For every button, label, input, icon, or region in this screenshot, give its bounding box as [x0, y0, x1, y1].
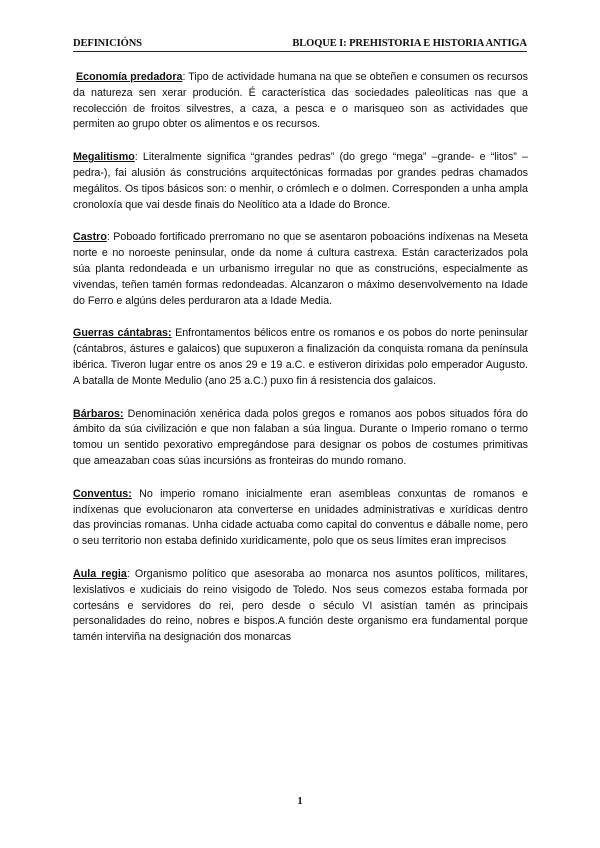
definition-term: Guerras cántabras:	[73, 327, 172, 340]
header-block-title: BLOQUE I: PREHISTORIA E HISTORIA ANTIGA	[292, 38, 527, 49]
term-separator: :	[106, 231, 110, 244]
definition-text: Poboado fortificado prerromano no que se asentaron poboacións indíxenas na Meseta norte e no noroeste peninsular, onde da nome á cultura castrexa. Están caracterizados pola súa planta redondeada e un urbanismo irregular no que as construcións, especialmente as vivendas, teñen tamén formas redondeadas. Alcanzaron o máximo desenvolvemento na Idade do Ferro e algúns deles perduraron ata a Idade Media.	[73, 231, 528, 307]
term-separator: :	[126, 567, 130, 580]
definition-text: Organismo político que asesoraba ao monarca nos asuntos políticos, militares, lexislativos e xudiciais do reino visigodo de Toledo. Nos seus comezos estaba formada por cortesáns e servidores do rei, pero desde o século VI asistían tamén as principais personalidades do reino, nobres e bispos.A función deste organismo era fundamental porque tamén interviña na designación dos monarcas	[73, 567, 528, 644]
definition-term: Bárbaros:	[73, 407, 124, 420]
definition-conventus	[73, 487, 528, 550]
definition-text: No imperio romano inicialmente eran asembleas conxuntas de romanos e indíxenas que evolucionaron ata converterse en unidades administrativas e xurídicas dentro das provincias romanas. Unha cidade actuaba como capital do conventus e dáballe nome, pero o seu territorio non estaba definido xuridicamente, polo que os seus límites eran imprecisos	[73, 487, 528, 548]
page-header	[73, 37, 527, 52]
definition-term: Castro	[73, 231, 107, 244]
definition-term: Megalitismo	[73, 151, 135, 164]
definition-text: Literalmente significa “grandes pedras” (do grego “mega” –grande- e “litos” –pedra-), fai alusión ás construcións arquitectónicas formadas por grandes pedras chamados megálitos. Os tipos básicos son: o menhir, o crómlech e o dolmen. Corresponden a unha ampla cronoloxía que vai desde finais do Neolítico ata a Idade do Bronce.	[73, 151, 528, 211]
definition-text: Tipo de actividade humana na que se obteñen e consumen os recursos da natureza sen xerar produción. É característica das sociedades paleolíticas nas que a recolección de froitos silvestres, a caza, a pesca e o marisqueo son as actividades que permiten ao grupo obter os alimentos e os recursos.	[73, 71, 528, 131]
definition-megalitismo	[73, 150, 528, 213]
term-separator: :	[134, 151, 138, 164]
definition-economia-predadora	[73, 70, 528, 133]
definition-term: Aula regia	[73, 567, 127, 580]
definition-barbaros	[73, 407, 528, 470]
definition-aula-regia	[73, 567, 528, 646]
definition-castro	[73, 230, 528, 309]
definition-text: Denominación xenérica dada polos gregos e romanos aos pobos situados fóra do ámbito da súa civilización e que non falaban a súa lingua. Durante o Imperio romano o termo tomou un sentido pexorativo empregándose para designar os pobos de costumes primitivas que ameazaban coas súas incursións as fronteiras do mundo romano.	[73, 407, 528, 467]
definition-term: Conventus:	[73, 487, 132, 500]
definition-text: Enfrontamentos bélicos entre os romanos e os pobos do norte peninsular (cántabros, ástures e galaicos) que supuxeron a finalización da conquista romana da península ibérica. Tiveron lugar entre os anos 29 e 19 a.C. e estiveron dirixidas polo emperador Augusto. A batalla de Monte Medulio (ano 25 a.C.) puxo fin á resistencia dos galaicos.	[73, 327, 528, 387]
definition-guerras-cantabras	[73, 326, 528, 389]
term-separator: :	[182, 71, 186, 83]
page-number: 1	[297, 796, 303, 807]
header-section-title: DEFINICIÓNS	[73, 38, 142, 49]
definitions-list	[73, 70, 528, 663]
definition-term: Economía predadora	[76, 71, 183, 83]
